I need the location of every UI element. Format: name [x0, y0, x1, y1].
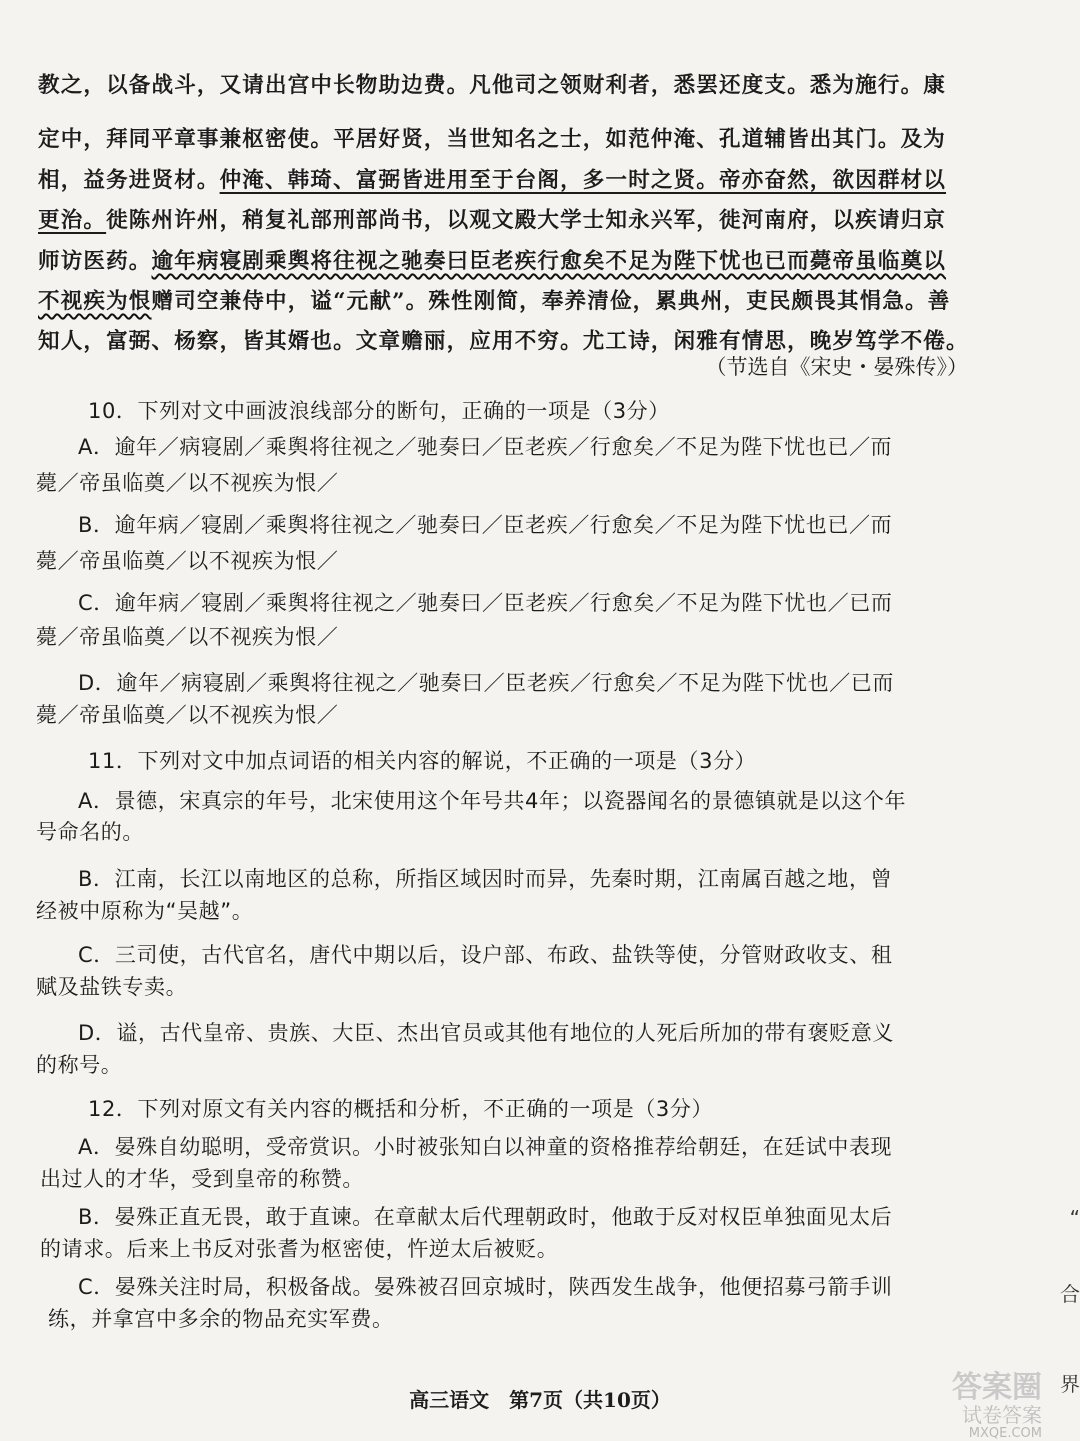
passage-line-3 [38, 161, 1048, 201]
option-11-a-cont: 号命名的。 [36, 820, 144, 844]
passage-line-6 [38, 282, 1048, 322]
option-11-d: D．谥，古代皇帝、贵族、大臣、杰出官员或其他有地位的人死后所加的带有褒贬意义 [78, 1021, 894, 1045]
underlined-sentence-end: 更治。 [38, 208, 107, 233]
watermark-line-3: MXQE.COM [968, 1426, 1042, 1441]
option-12-c-cont: 练，并拿宫中多余的物品充实军费。 [48, 1307, 394, 1331]
question-11-stem: 11．下列对文中加点词语的相关内容的解说，不正确的一项是（3分） [88, 749, 757, 773]
passage-segment: 赠司空兼侍中，谥“元献”。殊性刚简，奉养清俭，累典州，吏民颇畏其悁急。善 [151, 289, 951, 314]
option-12-c: C．晏殊关注时局，积极备战。晏殊被召回京城时，陕西发生战争，他便招募弓箭手训 [78, 1275, 893, 1299]
passage-line-1: 教之，以备战斗，又请出宫中长物助边费。凡他司之领财利者，悉罢还度支。悉为施行。康 [38, 73, 947, 98]
option-10-b: B．逾年病／寝剧／乘舆将往视之／驰奏曰／臣老疾／行愈矣／不足为陛下忧也已／而 [78, 513, 893, 537]
edge-char-2: 合 [1060, 1282, 1080, 1306]
option-10-d: D．逾年／病寝剧／乘舆将往视之／驰奏曰／臣老疾／行愈矣／不足为陛下忧也／已而 [78, 671, 894, 695]
passage-source: （节选自《宋史・晏殊传》） [705, 355, 968, 379]
option-10-a-cont: 薨／帝虽临奠／以不视疾为恨／ [36, 471, 339, 495]
option-10-b-cont: 薨／帝虽临奠／以不视疾为恨／ [36, 549, 339, 573]
passage-segment: 徙陈州许州，稍复礼部刑部尚书，以观文殿大学士知永兴军，徙河南府，以疾请归京 [106, 208, 947, 233]
passage-line-7: 知人，富弼、杨察，皆其婿也。文章赡丽，应用不穷。尤工诗，闲雅有情思，晚岁笃学不倦。 [38, 329, 969, 354]
passage-segment: 相，益务进贤材。 [38, 168, 220, 193]
option-11-b-cont: 经被中原称为“吴越”。 [36, 899, 254, 923]
option-11-d-cont: 的称号。 [36, 1053, 123, 1077]
passage-line-2: 定中，拜同平章事兼枢密使。平居好贤，当世知名之士，如范仲淹、孔道辅皆出其门。及为 [38, 127, 947, 152]
option-12-b-cont: 的请求。后来上书反对张耆为枢密使，忤逆太后被贬。 [40, 1237, 559, 1261]
option-10-a: A．逾年／病寝剧／乘舆将往视之／驰奏曰／臣老疾／行愈矣／不足为陛下忧也已／而 [78, 435, 893, 459]
option-12-a: A．晏殊自幼聪明，受帝赏识。小时被张知白以神童的资格推荐给朝廷，在廷试中表现 [78, 1135, 893, 1159]
option-10-c-cont: 薨／帝虽临奠／以不视疾为恨／ [36, 625, 339, 649]
option-12-b: B．晏殊正直无畏，敢于直谏。在章献太后代理朝政时，他敢于反对权臣单独面见太后 [78, 1205, 893, 1229]
passage-segment: 师访医药。 [38, 249, 152, 274]
edge-char-1: “ [1069, 1206, 1080, 1230]
option-11-b: B．江南，长江以南地区的总称，所指区域因时而异，先秦时期，江南属百越之地，曾 [78, 867, 893, 891]
option-11-a: A．景德，宋真宗的年号，北宋使用这个年号共4年；以瓷器闻名的景德镇就是以这个年 [78, 789, 907, 813]
option-10-d-cont: 薨／帝虽临奠／以不视疾为恨／ [36, 703, 339, 727]
option-12-a-cont: 出过人的才华，受到皇帝的称赞。 [40, 1167, 364, 1191]
passage-line-5 [38, 242, 1048, 282]
option-11-c-cont: 赋及盐铁专卖。 [36, 975, 188, 999]
option-11-c: C．三司使，古代官名，唐代中期以后，设户部、布政、盐铁等使，分管财政收支、租 [78, 943, 893, 967]
wavy-underlined-text: 逾年病寝剧乘舆将往视之驰奏曰臣老疾行愈矣不足为陛下忧也已而薨帝虽临奠以 [151, 249, 947, 274]
underlined-sentence: 仲淹、韩琦、富弼皆进用至于台阁，多一时之贤。帝亦奋然，欲因群材以 [219, 168, 947, 193]
question-10-stem: 10．下列对文中画波浪线部分的断句，正确的一项是（3分） [88, 399, 670, 423]
passage-line-4 [38, 201, 1048, 241]
edge-char-3: 界 [1060, 1372, 1080, 1396]
question-12-stem: 12．下列对原文有关内容的概括和分析，不正确的一项是（3分） [88, 1097, 714, 1121]
watermark-line-1: 答案圈 [952, 1370, 1042, 1405]
wavy-underlined-text-end: 不视疾为恨 [38, 289, 152, 314]
page-footer: 高三语文 第7页（共10页） [409, 1388, 671, 1412]
option-10-c: C．逾年病／寝剧／乘舆将往视之／驰奏曰／臣老疾／行愈矣／不足为陛下忧也／已而 [78, 591, 893, 615]
watermark-logo [852, 1370, 1042, 1441]
watermark-line-2: 试卷答案 [962, 1403, 1042, 1427]
